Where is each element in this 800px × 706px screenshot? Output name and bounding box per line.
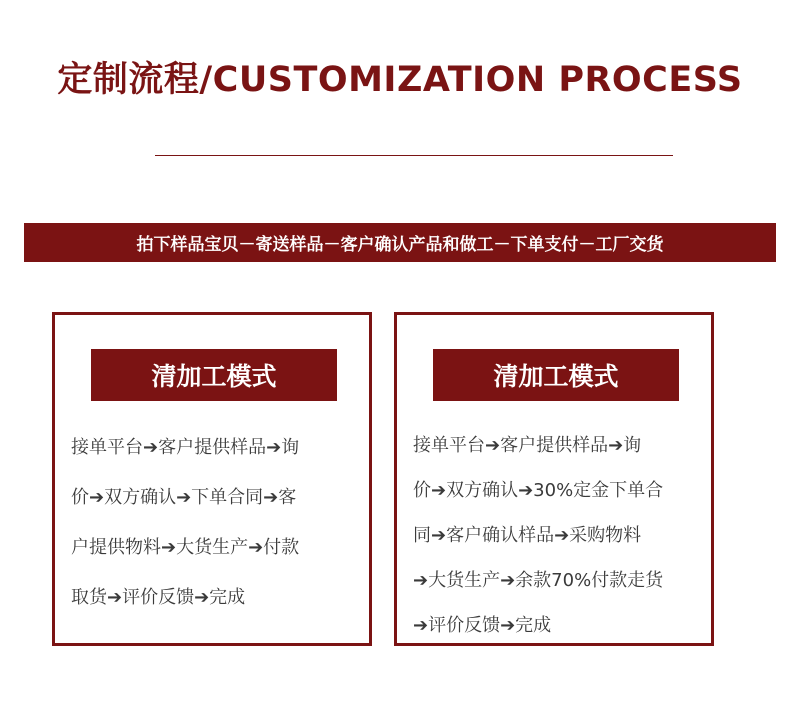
title-divider <box>155 155 673 156</box>
process-card-right <box>394 312 714 646</box>
card-heading: 清加工模式 <box>91 349 337 401</box>
card-heading: 清加工模式 <box>433 349 679 401</box>
step-line: 取货➔评价反馈➔完成 <box>71 587 246 608</box>
step-line: 接单平台➔客户提供样品➔询 <box>413 435 642 456</box>
card-steps <box>71 423 361 623</box>
process-summary-bar <box>24 223 776 262</box>
step-line: 价➔双方确认➔下单合同➔客 <box>71 487 297 508</box>
step-line: 接单平台➔客户提供样品➔询 <box>71 437 300 458</box>
process-card-left <box>52 312 372 646</box>
step-line: 同➔客户确认样品➔采购物料 <box>413 525 642 546</box>
page-title: 定制流程/CUSTOMIZATION PROCESS <box>57 60 743 100</box>
card-steps <box>413 423 703 648</box>
process-summary-text: 拍下样品宝贝－寄送样品－客户确认产品和做工－下单支付－工厂交货 <box>136 235 664 255</box>
step-line: ➔大货生产➔余款70%付款走货 <box>413 570 664 591</box>
step-line: ➔评价反馈➔完成 <box>413 615 552 636</box>
step-line: 户提供物料➔大货生产➔付款 <box>71 537 300 558</box>
step-line: 价➔双方确认➔30%定金下单合 <box>413 480 664 501</box>
